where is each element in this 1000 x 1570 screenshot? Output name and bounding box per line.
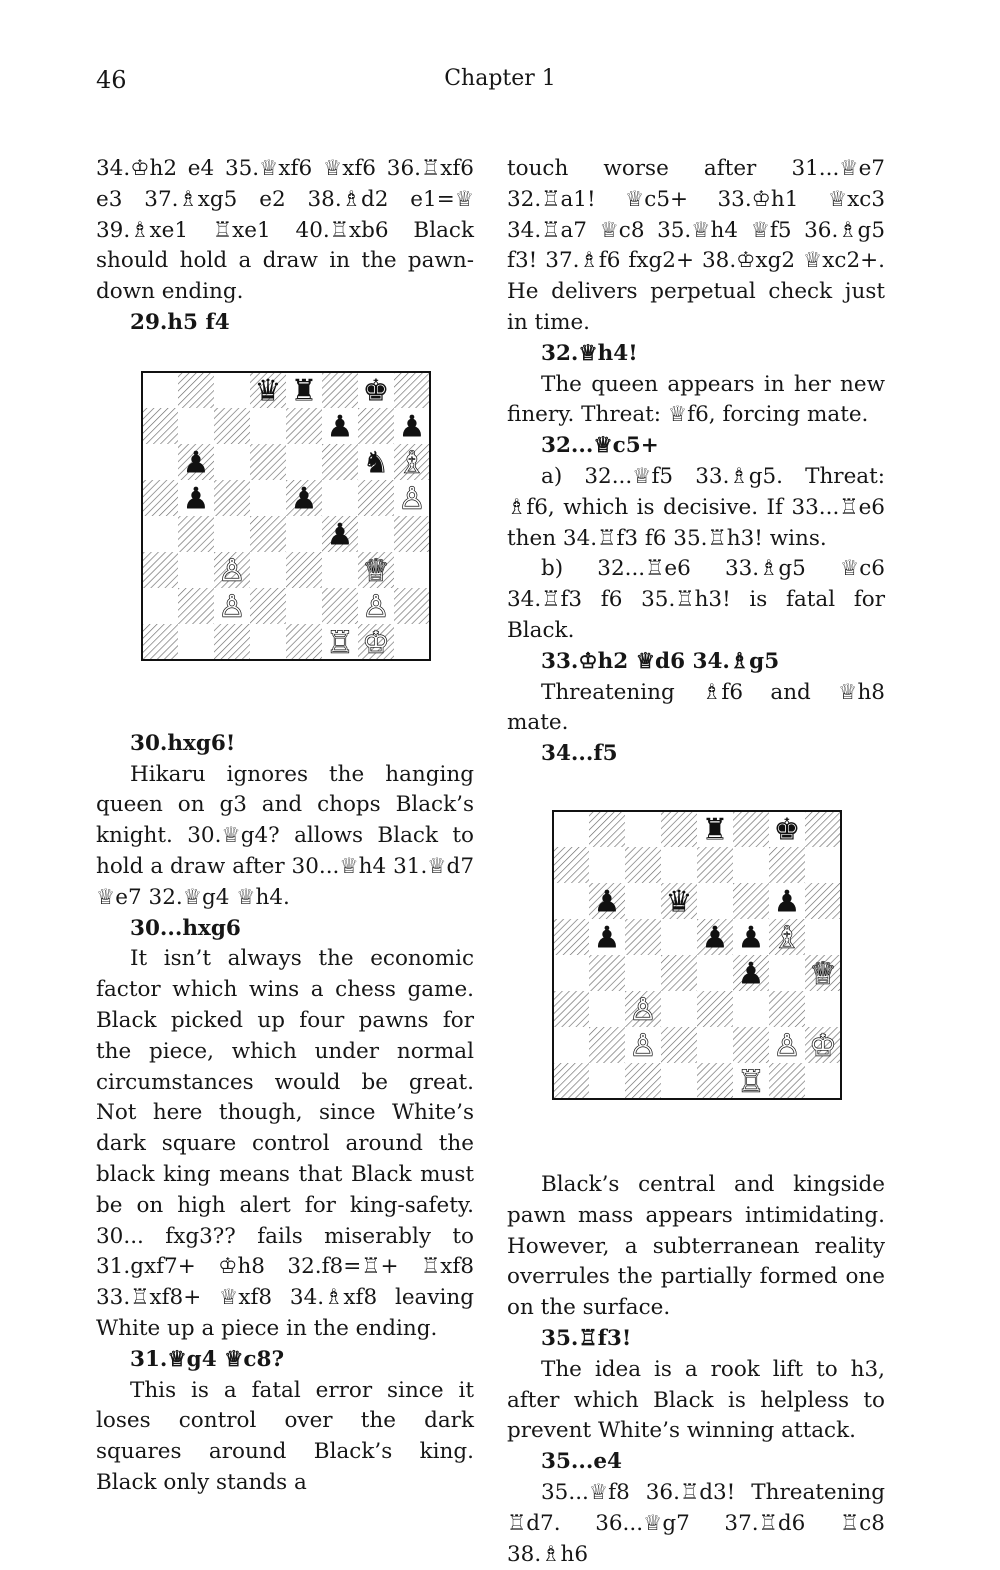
move-heading: 32...♕c5+ <box>541 433 659 459</box>
light-square <box>733 847 769 883</box>
light-square <box>178 552 214 588</box>
light-square <box>697 1027 733 1063</box>
light-square <box>286 588 322 624</box>
paragraph: b) 32...♖e6 33.♗g5 ♕c6 34.♖f3 f6 35.♖h3! is fatal for Black. <box>507 556 885 643</box>
dark-square <box>214 480 250 516</box>
right-column <box>507 154 885 1570</box>
chess-piece-black: ♟ <box>593 920 621 956</box>
light-square <box>214 444 250 480</box>
chess-piece-black: ♟ <box>701 920 729 956</box>
dark-square <box>805 883 841 919</box>
light-square <box>661 919 697 955</box>
dark-square <box>142 480 178 516</box>
light-square <box>589 991 625 1027</box>
light-square <box>697 955 733 991</box>
light-square <box>322 480 358 516</box>
dark-square <box>733 883 769 919</box>
page-number: 46 <box>96 66 127 94</box>
dark-square <box>358 408 394 444</box>
chess-board <box>141 371 431 661</box>
light-square <box>553 955 589 991</box>
chess-piece-black: ♞ <box>362 445 390 481</box>
chess-piece-white: ♖ <box>737 1064 765 1100</box>
dark-square <box>286 624 322 660</box>
chess-piece-black: ♟ <box>398 409 426 445</box>
move-heading: 31.♕g4 ♕c8? <box>130 1346 285 1372</box>
dark-square <box>733 811 769 847</box>
dark-square <box>250 444 286 480</box>
light-square <box>589 847 625 883</box>
chess-piece-black: ♟ <box>182 481 210 517</box>
dark-square <box>769 847 805 883</box>
light-square <box>625 883 661 919</box>
dark-square <box>358 480 394 516</box>
chess-piece-black: ♟ <box>737 956 765 992</box>
light-square <box>142 444 178 480</box>
paragraph: Hikaru ignores the hanging queen on g3 and chops Black’s knight. 30.♕g4? allows Black to hold a draw after 30...♕h4 31.♕d7 ♕e7 32.♕g4 ♕h4. <box>96 761 474 910</box>
move-heading: 34...f5 <box>541 741 618 767</box>
chess-piece-white: ♙ <box>629 992 657 1028</box>
chess-piece-black: ♟ <box>593 884 621 920</box>
light-square <box>697 883 733 919</box>
chess-piece-white: ♔ <box>809 1028 837 1064</box>
dark-square <box>697 991 733 1027</box>
chess-piece-black: ♟ <box>737 920 765 956</box>
dark-square <box>394 516 430 552</box>
dark-square <box>589 955 625 991</box>
dark-square <box>214 624 250 660</box>
chess-piece-black: ♟ <box>773 884 801 920</box>
dark-square <box>769 1063 805 1099</box>
light-square <box>661 847 697 883</box>
left-column <box>96 154 474 1499</box>
light-square <box>394 624 430 660</box>
light-square <box>214 516 250 552</box>
light-square <box>250 480 286 516</box>
light-square <box>805 1063 841 1099</box>
chess-piece-white: ♕ <box>362 553 390 589</box>
light-square <box>553 883 589 919</box>
dark-square <box>625 847 661 883</box>
dark-square <box>394 372 430 408</box>
dark-square <box>589 1027 625 1063</box>
paragraph: Black’s central and kingside pawn mass appears intimidating. However, a subterranean reality overrules the partially formed one on the surface. <box>507 1171 885 1321</box>
chess-piece-white: ♗ <box>773 920 801 956</box>
light-square <box>733 991 769 1027</box>
paragraph: 35...♕f8 36.♖d3! Threatening ♖d7. 36...♕g7 37.♖d6 ♖c8 38.♗h6 <box>507 1479 885 1567</box>
light-square <box>358 516 394 552</box>
dark-square <box>553 919 589 955</box>
dark-square <box>286 552 322 588</box>
paragraph: 34.♔h2 e4 35.♕xf6 ♕xf6 36.♖xf6 e3 37.♗xg5 e2 38.♗d2 e1=♕ 39.♗xe1 ♖xe1 40.♖xb6 Black should hold a draw in the pawn-down ending. <box>96 156 474 305</box>
dark-square <box>625 919 661 955</box>
light-square <box>589 1063 625 1099</box>
dark-square <box>394 588 430 624</box>
dark-square <box>178 372 214 408</box>
chess-board <box>552 810 842 1100</box>
move-heading: 33.♔h2 ♕d6 34.♗g5 <box>541 648 780 674</box>
dark-square <box>322 588 358 624</box>
dark-square <box>250 588 286 624</box>
paragraph: Threatening ♗f6 and ♕h8 mate. <box>507 679 885 736</box>
dark-square <box>733 1027 769 1063</box>
light-square <box>178 624 214 660</box>
dark-square <box>142 408 178 444</box>
dark-square <box>769 991 805 1027</box>
light-square <box>661 991 697 1027</box>
light-square <box>805 847 841 883</box>
dark-square <box>589 811 625 847</box>
paragraph: touch worse after 31...♕e7 32.♖a1! ♕c5+ 33.♔h1 ♕xc3 34.♖a7 ♕c8 35.♕h4 ♕f5 36.♗g5 f3! 37.♗f6 fxg2+ 38.♔xg2 ♕xc2+. He delivers perpetual check just in time. <box>507 156 885 335</box>
chess-piece-black: ♛ <box>665 884 693 920</box>
dark-square <box>697 847 733 883</box>
dark-square <box>322 444 358 480</box>
light-square <box>250 552 286 588</box>
light-square <box>769 955 805 991</box>
chess-piece-black: ♟ <box>326 409 354 445</box>
light-square <box>625 955 661 991</box>
paragraph: The queen appears in her new finery. Threat: ♕f6, forcing mate. <box>507 371 885 428</box>
light-square <box>250 624 286 660</box>
light-square <box>805 919 841 955</box>
move-heading: 29.h5 f4 <box>130 309 230 335</box>
dark-square <box>553 1063 589 1099</box>
light-square <box>178 408 214 444</box>
chess-piece-white: ♖ <box>326 625 354 661</box>
paragraph: This is a fatal error since it loses control over the dark squares around Black’s king. Black only stands a <box>96 1377 474 1495</box>
chess-piece-black: ♟ <box>290 481 318 517</box>
move-heading: 35.♖f3! <box>541 1325 632 1351</box>
chess-piece-black: ♛ <box>254 373 282 409</box>
dark-square <box>322 372 358 408</box>
light-square <box>661 1063 697 1099</box>
dark-square <box>178 516 214 552</box>
chess-piece-white: ♙ <box>398 481 426 517</box>
dark-square <box>142 552 178 588</box>
chess-piece-white: ♙ <box>629 1028 657 1064</box>
dark-square <box>661 955 697 991</box>
light-square <box>286 516 322 552</box>
paragraph: The idea is a rook lift to h3, after which Black is helpless to prevent White’s winning attack. <box>507 1356 885 1444</box>
chess-piece-white: ♙ <box>773 1028 801 1064</box>
dark-square <box>553 991 589 1027</box>
chess-piece-black: ♚ <box>773 812 801 848</box>
dark-square <box>250 516 286 552</box>
move-heading: 32.♕h4! <box>541 340 638 366</box>
dark-square <box>142 624 178 660</box>
light-square <box>142 516 178 552</box>
chess-piece-black: ♟ <box>326 517 354 553</box>
light-square <box>394 552 430 588</box>
chess-piece-black: ♜ <box>701 812 729 848</box>
chess-piece-black: ♚ <box>362 373 390 409</box>
chess-piece-white: ♙ <box>218 589 246 625</box>
diagram-1 <box>96 339 474 729</box>
paragraph: It isn’t always the economic factor which wins a chess game. Black picked up four pawns for the piece, which under normal circumstances would be great. Not here though, since White’s dark square control around the black king means that Black must be on high alert for king-safety. 30... fxg3?? fails miserably to 31.gxf7+ ♔h8 32.f8=♖+ ♖xf8 33.♖xf8+ ♕xf8 34.♗xf8 leaving White up a piece in the ending. <box>96 946 474 1341</box>
dark-square <box>661 1027 697 1063</box>
dark-square <box>661 811 697 847</box>
chess-piece-white: ♗ <box>398 445 426 481</box>
dark-square <box>214 408 250 444</box>
chess-piece-black: ♜ <box>290 373 318 409</box>
chess-piece-white: ♔ <box>362 625 390 661</box>
chess-piece-white: ♕ <box>809 956 837 992</box>
dark-square <box>553 847 589 883</box>
chess-piece-white: ♙ <box>362 589 390 625</box>
light-square <box>322 552 358 588</box>
light-square <box>625 811 661 847</box>
dark-square <box>697 1063 733 1099</box>
light-square <box>805 991 841 1027</box>
dark-square <box>625 1063 661 1099</box>
light-square <box>286 444 322 480</box>
chess-piece-white: ♙ <box>218 553 246 589</box>
light-square <box>250 408 286 444</box>
dark-square <box>286 408 322 444</box>
light-square <box>553 1027 589 1063</box>
running-head: Chapter 1 <box>444 66 556 91</box>
light-square <box>553 811 589 847</box>
paragraph: a) 32...♕f5 33.♗g5. Threat: ♗f6, which is decisive. If 33...♖e6 then 34.♖f3 f6 35.♖h3! wins. <box>507 463 885 551</box>
chess-piece-black: ♟ <box>182 445 210 481</box>
light-square <box>142 372 178 408</box>
light-square <box>142 588 178 624</box>
move-heading: 35...e4 <box>541 1449 623 1475</box>
dark-square <box>178 588 214 624</box>
move-heading: 30...hxg6 <box>130 915 241 941</box>
diagram-2 <box>507 770 885 1170</box>
dark-square <box>805 811 841 847</box>
move-heading: 30.hxg6! <box>130 730 236 756</box>
light-square <box>214 372 250 408</box>
